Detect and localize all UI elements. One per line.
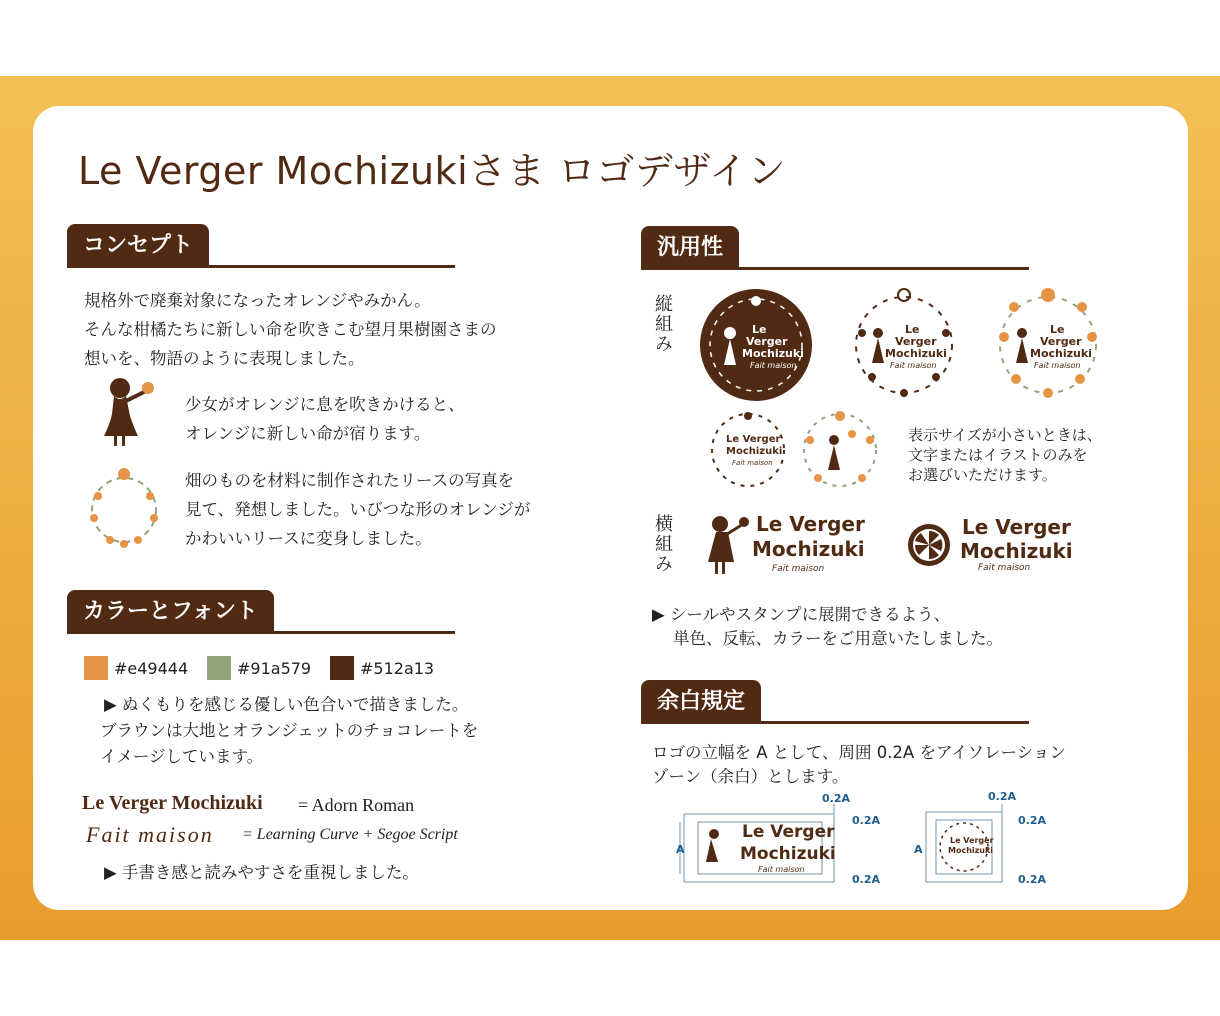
dim-top-2: 0.2A [988,790,1016,803]
logo3-sub: Fait maison [1034,361,1081,370]
dim-right-bottom-1: 0.2A [852,873,880,886]
logo3-verger: Verger [1040,335,1082,348]
wreath-line-1: 畑のものを材料に制作されたリースの写真を [185,471,515,490]
colors-header [67,590,455,634]
logo2-sub: Fait maison [890,361,937,370]
swatch-green [207,656,231,680]
margin-logo-sub: Fait maison [758,865,805,874]
concept-heading: コンセプト [67,224,209,268]
color-note-1: ▶ ぬくもりを感じる優しい色合いで描きました。 [104,695,469,714]
logo-small-mochizuki: Mochizuki [726,446,783,457]
versatility-header [641,226,1029,270]
font2-name: = Learning Curve + Segoe Script [242,826,458,843]
margin-wreath-line1: Le Verger [950,836,994,845]
colors-heading: カラーとフォント [67,590,274,634]
logo2-le: Le [905,323,920,336]
h-logo1-sub: Fait maison [772,564,825,574]
h-logo-girl-icon [706,514,752,576]
concept-line-2: そんな柑橘たちに新しい命を吹きこむ望月果樹園さまの [84,320,497,339]
concept-line-3: 想いを、物語のように表現しました。 [84,349,365,368]
margin-line-2: ゾーン（余白）とします。 [652,767,849,786]
small-note-2: 文字またはイラストのみを [908,446,1088,464]
logo2-verger: Verger [895,335,937,348]
margin-heading: 余白規定 [641,680,761,724]
h-logo2-line2: Mochizuki [960,539,1073,563]
h-logo2-line1: Le Verger [962,515,1071,539]
margin-logo-line1: Le Verger [742,822,835,842]
dim-top-1: 0.2A [822,792,850,805]
logo3-mochizuki: Mochizuki [1030,347,1092,360]
font1-sample: Le Verger Mochizuki [82,792,263,814]
versatility-heading: 汎用性 [641,226,739,270]
margin-rule [641,721,1029,724]
logo-small-illustration-wreath [800,410,880,490]
margin-wreath-line2: Mochizuki [948,846,994,855]
h-logo1-line1: Le Verger [756,512,865,536]
girl-silhouette-icon [100,376,160,448]
small-note-1: 表示サイズが小さいときは、 [908,426,1102,444]
color-note-3: イメージしています。 [100,747,264,766]
vertical-label: 縦組み [652,294,673,354]
margin-header [641,680,1029,724]
concept-header [67,224,455,268]
orange-slice-icon [906,522,952,568]
colors-rule [67,631,455,634]
wreath-illustration-icon [84,466,164,550]
dim-right-top-2: 0.2A [1018,814,1046,827]
color-note-2: ブラウンは大地とオランジェットのチョコレートを [100,721,479,740]
swatch-brown-label: #512a13 [360,659,435,678]
h-logo1-line2: Mochizuki [752,537,865,561]
logo1-verger: Verger [746,335,788,348]
font2-sample: Fait maison [86,822,214,847]
versatility-note-1: ▶ シールやスタンプに展開できるよう、 [652,605,951,624]
concept-line-1: 規格外で廃棄対象になったオレンジやみかん。 [84,291,431,310]
wreath-line-3: かわいいリースに変身しました。 [185,529,432,548]
margin-line-1: ロゴの立幅を A として、周囲 0.2A をアイソレーション [652,743,1066,762]
dim-a-1: A [676,843,685,856]
h-logo2-sub: Fait maison [978,563,1031,573]
dim-right-top-1: 0.2A [852,814,880,827]
logo3-le: Le [1050,323,1065,336]
font1-name: = Adorn Roman [298,795,415,815]
page-title: Le Verger Mochizukiさま ロゴデザイン [78,149,787,193]
dim-right-bottom-2: 0.2A [1018,873,1046,886]
wreath-line-2: 見て、発想しました。いびつな形のオレンジが [185,500,531,519]
girl-line-2: オレンジに新しい命が宿ります。 [185,424,431,443]
margin-logo-line2: Mochizuki [740,844,836,864]
swatch-brown [330,656,354,680]
logo1-le: Le [752,323,767,336]
swatch-orange [84,656,108,680]
girl-line-1: 少女がオレンジに息を吹きかけると、 [185,395,465,414]
versatility-note-2: 単色、反転、カラーをご用意いたしました。 [673,629,1003,648]
swatch-green-label: #91a579 [237,659,312,678]
font-note: ▶ 手書き感と読みやすさを重視しました。 [104,863,419,882]
versatility-rule [641,267,1029,270]
logo1-mochizuki: Mochizuki [742,347,804,360]
horizontal-label: 横組み [652,514,673,574]
small-note-3: お選びいただけます。 [908,466,1057,484]
concept-rule [67,265,455,268]
swatch-orange-label: #e49444 [114,659,189,678]
logo1-sub: Fait maison [750,361,797,370]
logo2-mochizuki: Mochizuki [885,347,947,360]
logo-small-sub: Fait maison [732,459,773,467]
logo-small-verger: Le Verger [726,434,781,445]
dim-a-2: A [914,843,923,856]
